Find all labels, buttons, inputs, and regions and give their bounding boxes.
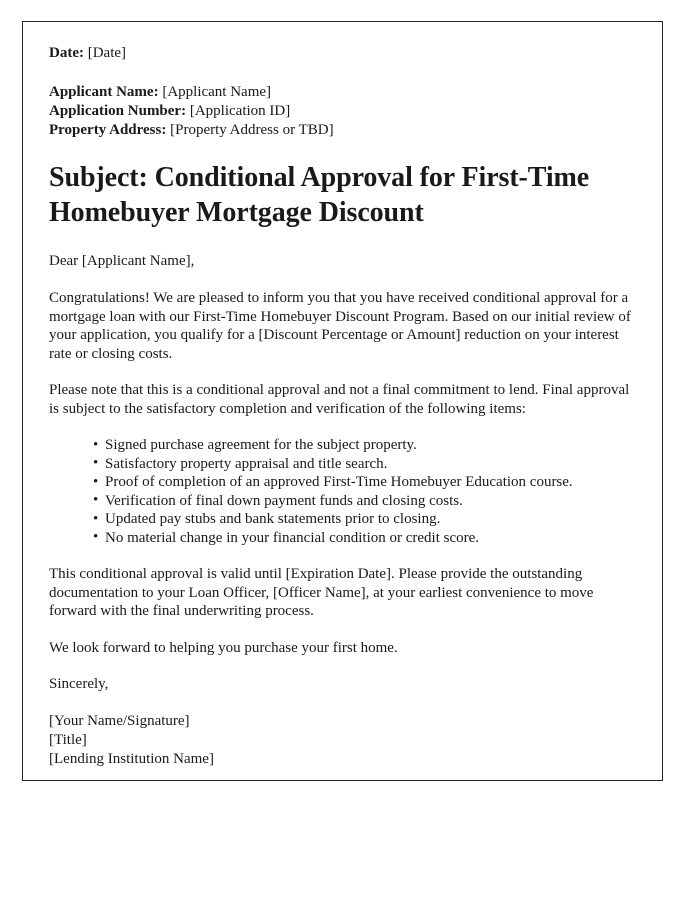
property-address-line: [49, 121, 635, 140]
list-item: • Updated pay stubs and bank statements prior to closing.: [93, 510, 635, 529]
applicant-name-label: Applicant Name:: [49, 84, 159, 100]
date-label: Date:: [49, 45, 84, 61]
list-item: • Proof of completion of an approved First-Time Homebuyer Education course.: [93, 473, 635, 492]
application-number-label: Application Number:: [49, 103, 187, 119]
list-item: • Signed purchase agreement for the subject property.: [93, 436, 635, 455]
paragraph-closing: We look forward to helping you purchase your first home.: [49, 639, 398, 656]
applicant-name-line: [49, 83, 635, 102]
signature-title: [Title]: [49, 732, 87, 748]
list-item: • Verification of final down payment funds and closing costs.: [93, 492, 635, 511]
signoff: Sincerely,: [49, 676, 109, 692]
signature-name: [Your Name/Signature]: [49, 713, 190, 729]
property-address-value: [Property Address or TBD]: [170, 122, 334, 138]
document-page: [22, 21, 663, 781]
paragraph-conditional-notice: Please note that this is a conditional approval and not a final commitment to lend. Final approval is subject to the satisfactory completion and verification of the following items:: [49, 382, 630, 417]
document-body: [23, 22, 662, 769]
applicant-name-value: [Applicant Name]: [162, 84, 272, 100]
application-number-line: [49, 102, 635, 121]
signature-institution: [Lending Institution Name]: [49, 751, 214, 767]
list-item: • No material change in your financial condition or credit score.: [93, 529, 635, 548]
requirements-list: [49, 436, 635, 547]
signature-block: [49, 712, 635, 769]
salutation: Dear [Applicant Name],: [49, 253, 195, 269]
applicant-meta-block: [49, 83, 635, 140]
subject-heading: Subject: Conditional Approval for First-Time Homebuyer Mortgage Discount: [49, 162, 590, 228]
date-line: [49, 44, 635, 63]
property-address-label: Property Address:: [49, 122, 167, 138]
date-value: [Date]: [87, 45, 127, 61]
application-number-value: [Application ID]: [189, 103, 291, 119]
list-item: • Satisfactory property appraisal and title search.: [93, 455, 635, 474]
paragraph-congratulations: Congratulations! We are pleased to inform you that you have received conditional approval for a mortgage loan with our First-Time Homebuyer Discount Program. Based on our initial review of your application, you qualify for a [Discount Percentage or Amount] reduction on your interest rate or closing costs.: [49, 290, 631, 362]
paragraph-validity: This conditional approval is valid until [Expiration Date]. Please provide the outstanding documentation to your Loan Officer, [Officer Name], at your earliest convenience to move forward with the final underwriting process.: [49, 566, 594, 619]
